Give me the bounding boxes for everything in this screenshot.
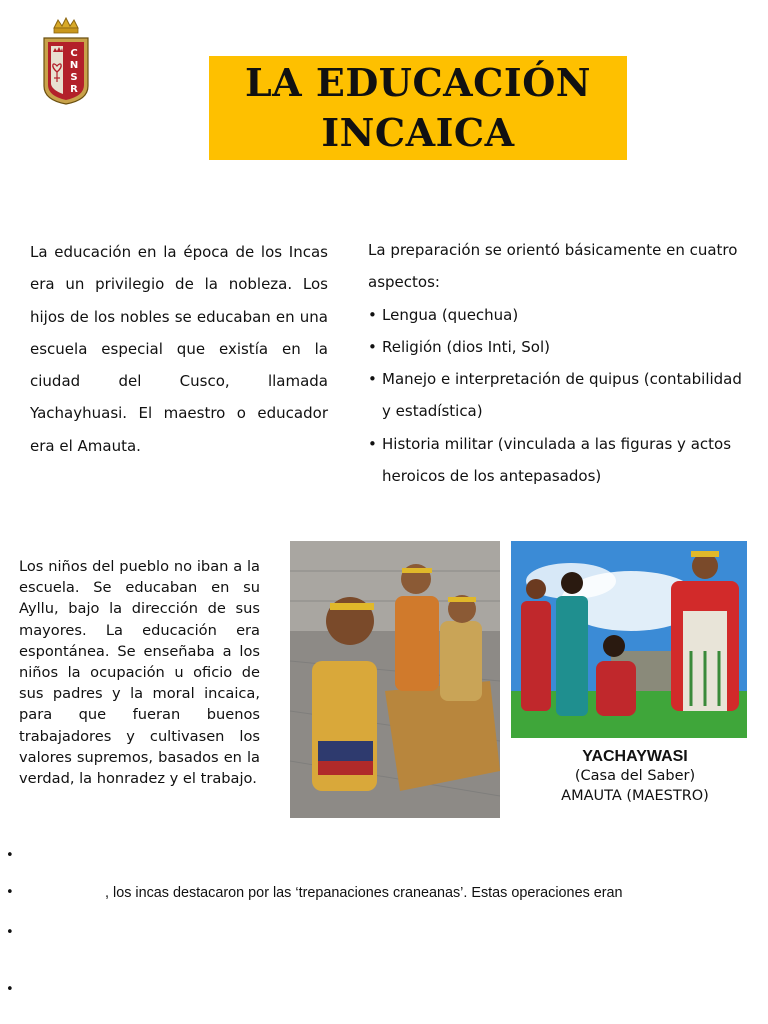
bullet-marker: •	[6, 982, 14, 997]
caption-line-2: AMAUTA (MAESTRO)	[561, 788, 709, 804]
inca-teaching-illustration	[290, 541, 500, 818]
bullet-marker: •	[6, 848, 14, 863]
svg-text:C: C	[70, 48, 78, 59]
aspect-item: • Lengua (quechua)	[368, 299, 748, 331]
caption-subtitle	[511, 766, 759, 806]
page-title-box	[209, 56, 627, 160]
svg-text:N: N	[69, 60, 79, 71]
caption-line-1: (Casa del Saber)	[574, 768, 696, 784]
svg-text:S: S	[70, 72, 78, 83]
aspects-lead: La preparación se orientó básicamente en cuatro aspectos:	[368, 241, 738, 292]
aspect-item: • Historia militar (vinculada a las figuras y actos heroicos de los antepasados)	[368, 428, 748, 493]
page-title-line-2: INCAICA	[321, 110, 515, 155]
cnsr-crest-logo	[40, 16, 92, 108]
pueblo-paragraph: Los niños del pueblo no iban a la escuela. Se educaban en su Ayllu, bajo la dirección de sus mayores. La educación era espontánea. Se enseñaba a los niños la ocupación u oficio de sus padres y la moral incaica, para que fueran buenos trabajadores y cultivasen los valores supremos, basados en la verdad, la honradez y el trabajo.	[19, 558, 260, 788]
svg-text:R: R	[70, 84, 78, 95]
aspect-item: • Manejo e interpretación de quipus (contabilidad y estadística)	[368, 363, 748, 428]
aspects-list	[368, 299, 748, 493]
caption-title: YACHAYWASI	[582, 748, 688, 765]
bullet-marker: •	[6, 885, 14, 900]
aspect-item: • Religión (dios Inti, Sol)	[368, 331, 748, 363]
trepanation-text: , los incas destacaron por las ‘trepanaciones craneanas’. Estas operaciones eran	[105, 885, 623, 901]
intro-paragraph: La educación en la época de los Incas era un privilegio de la nobleza. Los hijos de los nobles se educaban en una escuela especial que existía en la ciudad del Cusco, llamada Yachayhuasi. El maestro o educador era el Amauta.	[30, 243, 328, 455]
page-title-line-1: LA EDUCACIÓN	[244, 60, 592, 105]
aspects-section	[368, 234, 748, 492]
bullet-marker: •	[6, 925, 14, 940]
amauta-illustration	[511, 541, 747, 738]
